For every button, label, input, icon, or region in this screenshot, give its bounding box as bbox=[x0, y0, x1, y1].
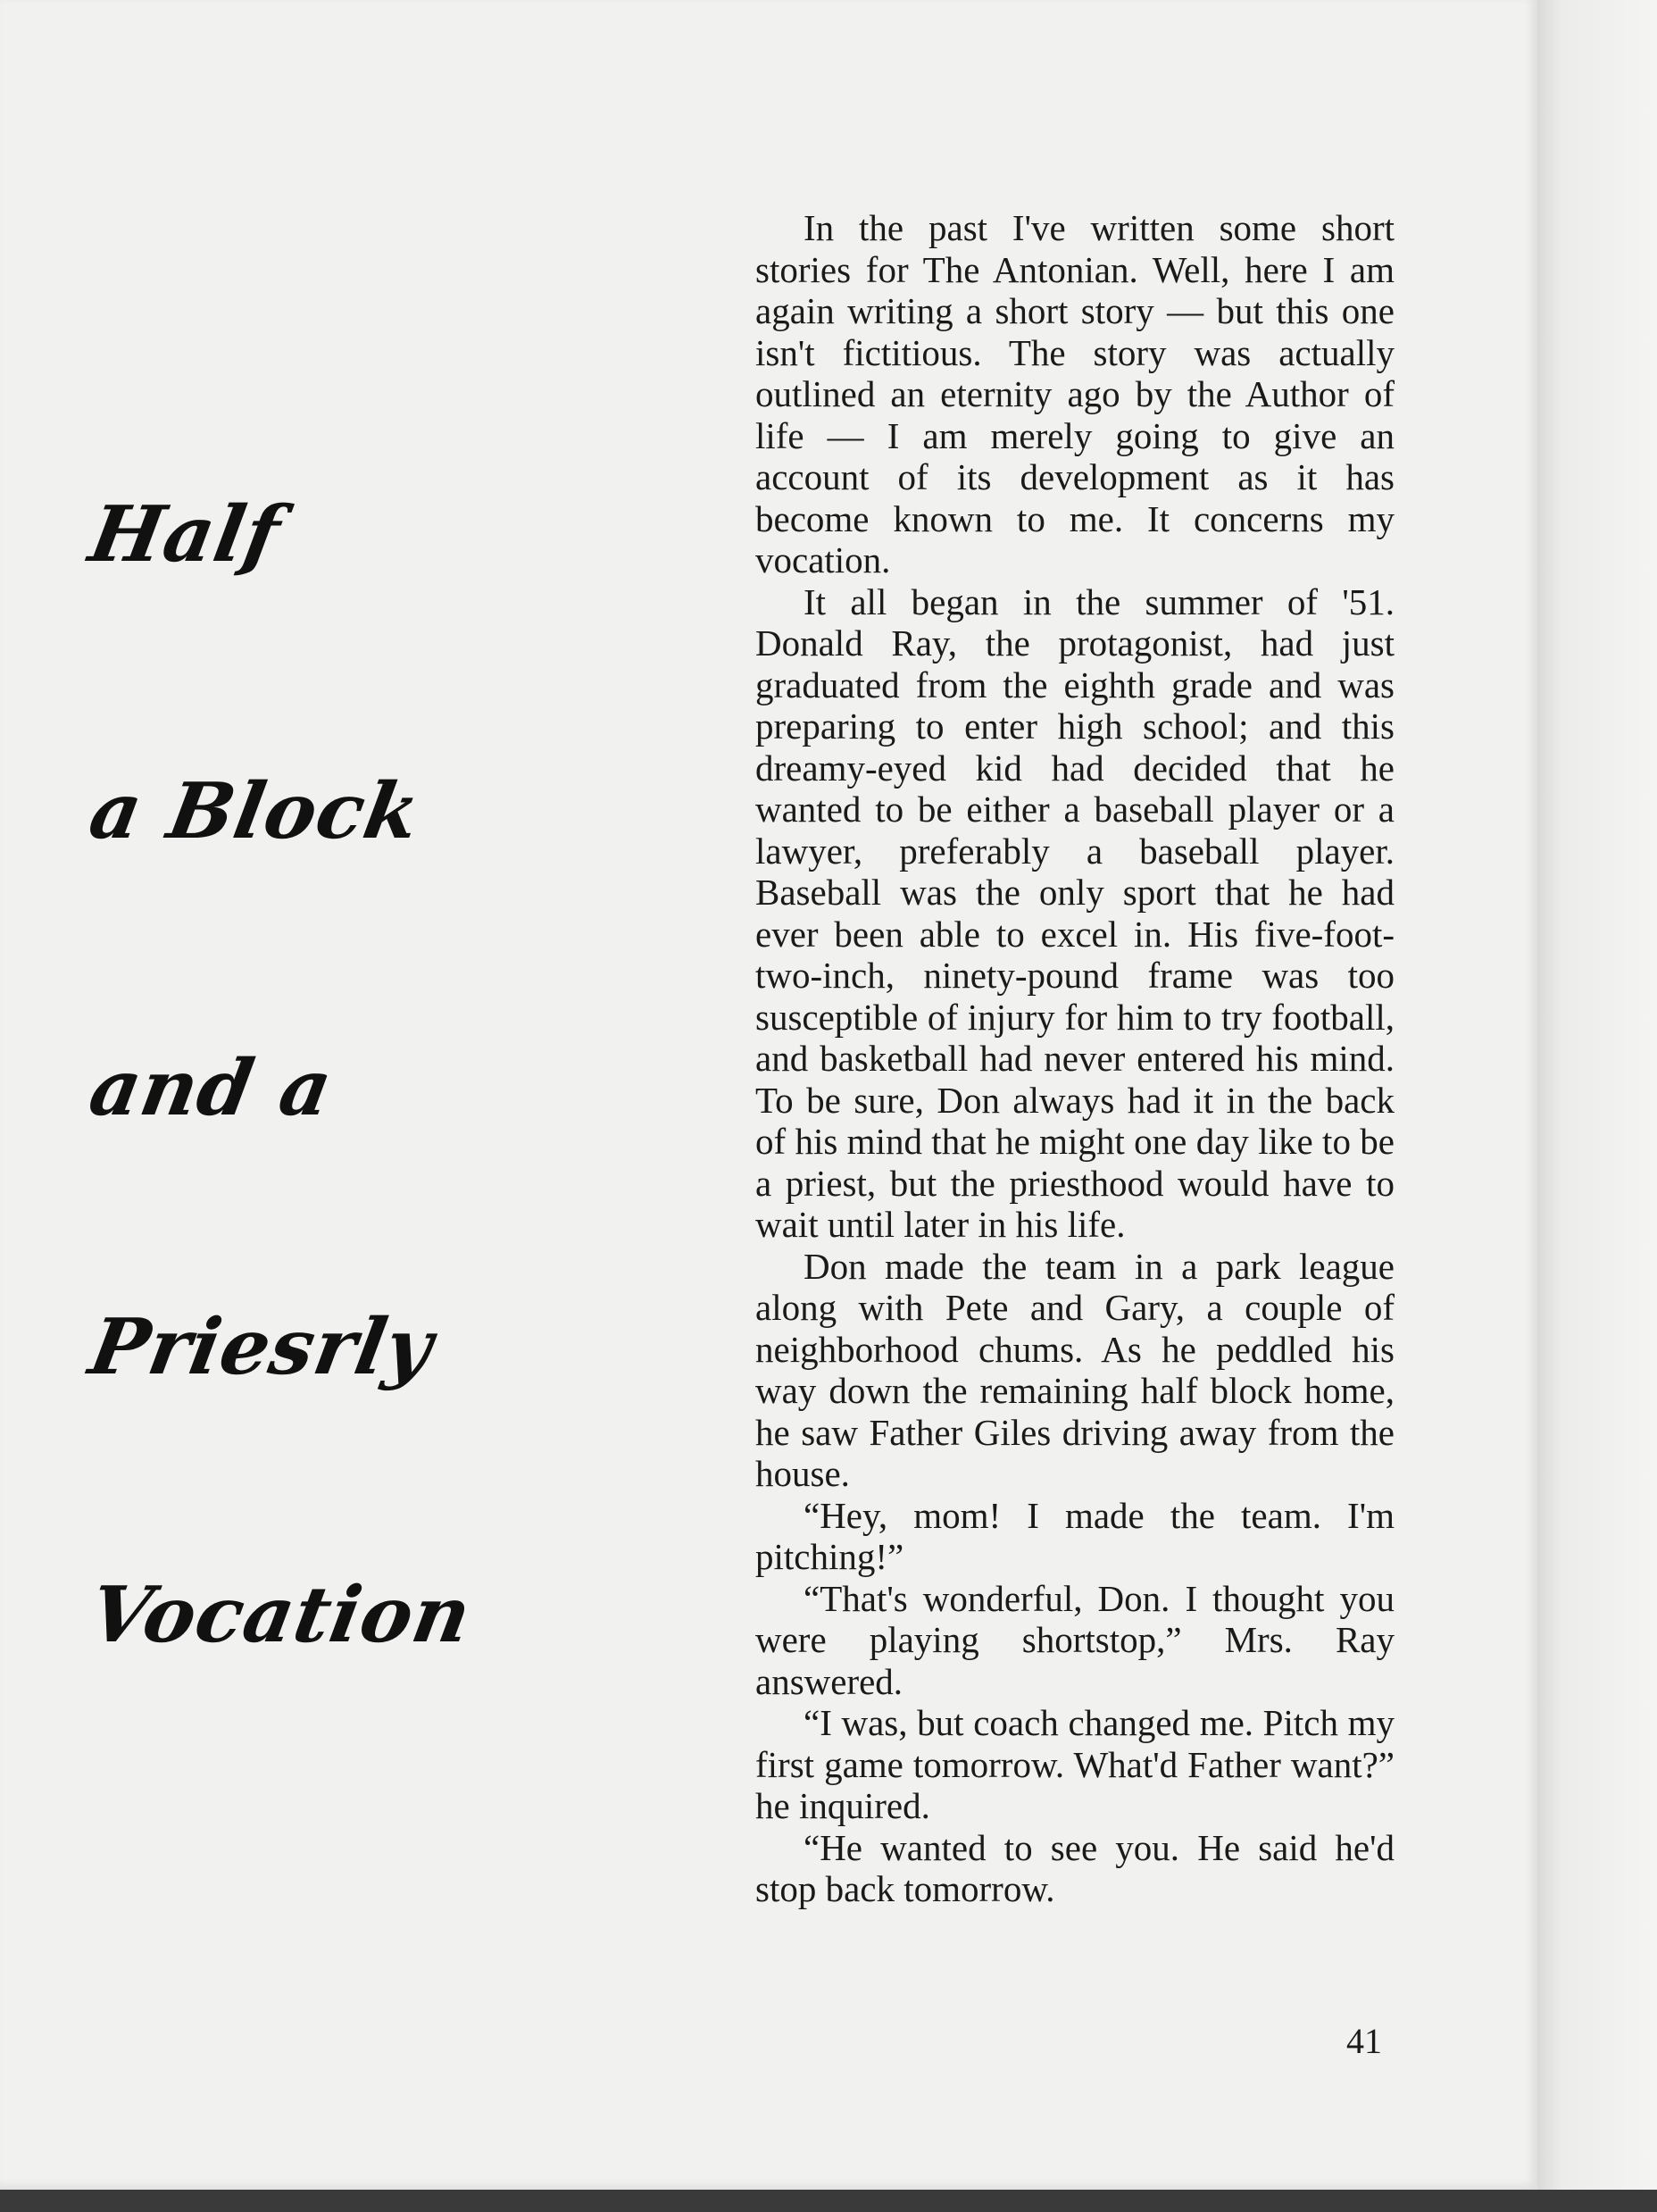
title-line-vocation: Vocation bbox=[83, 1570, 479, 1660]
title-line-half: Half bbox=[83, 489, 287, 580]
title-line-and-a: and a bbox=[83, 1043, 339, 1133]
paragraph-4: “Hey, mom! I made the team. I'm pitching!” bbox=[755, 1494, 1395, 1577]
paragraph-3: Don made the team in a park league along with Pete and Gary, a couple of neighborhood chums. As he peddled his way down the remaining half block home, he saw Father Giles driving away from the house. bbox=[755, 1245, 1395, 1494]
page-edge-bottom bbox=[0, 2190, 1657, 2212]
page-edge-right bbox=[1537, 0, 1657, 2212]
paragraph-2: It all began in the summer of '51. Donald Ray, the protagonist, had just graduated from the eighth grade and was preparing to enter high school; and this dreamy-eyed kid had decided that he wanted to be either a baseball player or a lawyer, preferably a baseball player. Baseball was the only sport that he had ever been able to excel in. His five-foot-two-inch, ninety-pound frame was too susceptible of injury for him to try football, and basketball had never entered his mind. To be sure, Don always had it in the back of his mind that he might one day like to be a priest, but the priesthood would have to wait until later in his life. bbox=[755, 580, 1395, 1245]
paragraph-7: “He wanted to see you. He said he'd stop back tomorrow. bbox=[755, 1826, 1395, 1909]
paragraph-5: “That's wonderful, Don. I thought you were playing shortstop,” Mrs. Ray answered. bbox=[755, 1577, 1395, 1702]
page-number: 41 bbox=[1346, 2021, 1382, 2061]
article-body bbox=[755, 207, 1395, 1910]
paragraph-1: In the past I've written some short stories for The Antonian. Well, here I am again writing a short story — but this one isn't fictitious. The story was actually outlined an eternity ago by the Author of life — I am merely going to give an account of its development as it has become known to me. It concerns my vocation. bbox=[755, 207, 1395, 580]
title-line-a-block: a Block bbox=[83, 766, 428, 856]
title-line-priestly: Priesrly bbox=[83, 1302, 440, 1392]
paragraph-6: “I was, but coach changed me. Pitch my first game tomorrow. What'd Father want?” he inquired. bbox=[755, 1702, 1395, 1826]
